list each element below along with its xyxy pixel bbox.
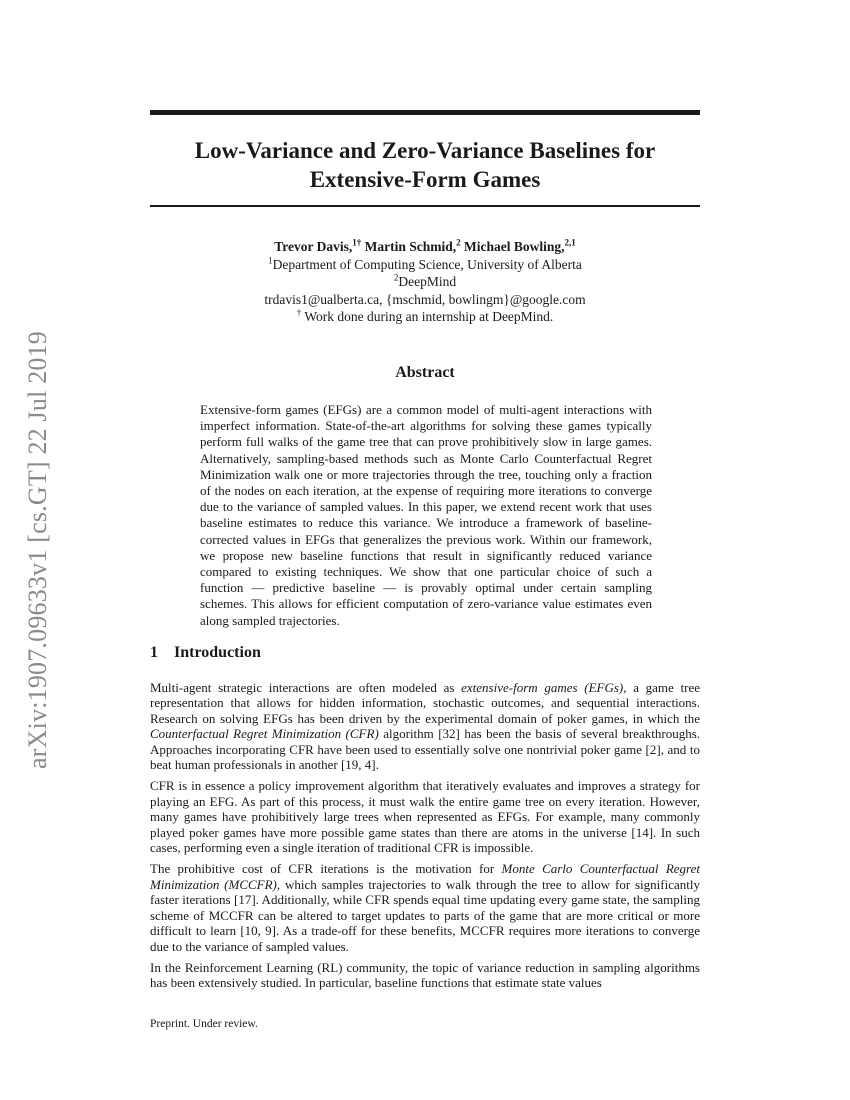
author-footnote (150, 308, 700, 326)
intro-paragraph-4: In the Reinforcement Learning (RL) community, the topic of variance reduction in sampling algorithms has been extensively studied. In particular, baseline functions that estimate state values (150, 959, 700, 991)
arxiv-identifier: arXiv:1907.09633v1 [cs.GT] 22 Jul 2019 (23, 331, 52, 769)
intro-paragraph-1 (150, 680, 700, 772)
affiliation-1-mark: 1 (268, 255, 273, 265)
intro-paragraph-2: CFR is in essence a policy improvement algorithm that iteratively evaluates and improves a strategy for playing an EFG. As part of this process, it must walk the entire game tree on every iteration. However, many games have prohibitively large trees when represented as EFGs. For example, many commonly played poker games have more possible game states than there are atoms in the universe [14]. In such cases, performing even a single iteration of traditional CFR is impossible. (150, 778, 700, 856)
author-schmid-affil: 2 (456, 237, 461, 248)
affiliation-1-text: Department of Computing Science, University of Alberta (272, 256, 582, 272)
introduction-body (150, 680, 700, 997)
abstract-text: Extensive-form games (EFGs) are a common model of multi-agent interactions with imperfect information. State-of-the-art algorithms for solving these games typically perform full walks of the game tree that can prove prohibitively slow in large games. Alternatively, sampling-based methods such as Monte Carlo Counterfactual Regret Minimization walk one or more trajectories through the tree, touching only a fraction of the nodes on each iteration, at the expense of requiring more iterations to converge due to the variance of sampled values. In this paper, we extend recent work that uses baseline estimates to reduce this variance. We introduce a framework of baseline-corrected values in EFGs that generalizes the previous work. Within our framework, we propose new baseline functions that result in significantly reduced variance compared to existing techniques. We show that one particular choice of such a function — predictive baseline — is provably optimal under certain sampling schemes. This allows for efficient computation of zero-variance value estimates even along sampled trajectories. (200, 402, 652, 628)
author-emails: trdavis1@ualberta.ca, {mschmid, bowlingm}@google.com (264, 291, 586, 307)
author-davis-affil: 1† (352, 237, 362, 248)
intro-p1-part-b: , a game tree representation that allows for hidden information, stochastic outcomes, and sequential interactions. Research on solving EFGs has been driven by the experimental domain of poker games, in which the (150, 680, 700, 726)
affiliation-2-text: DeepMind (398, 274, 457, 289)
affiliation-1 (150, 256, 700, 274)
title-line-2: Extensive-Form Games (309, 167, 541, 192)
author-block (150, 238, 700, 326)
intro-p3-part-a: The prohibitive cost of CFR iterations is the motivation for (150, 861, 502, 877)
title-top-rule (150, 110, 700, 115)
author-footnote-text: Work done during an internship at DeepMind. (301, 309, 554, 324)
section-title: Introduction (174, 644, 261, 661)
arxiv-sidebar-stamp (18, 300, 58, 800)
intro-p1-emphasis-cfr: Counterfactual Regret Minimization (CFR) (150, 726, 379, 742)
author-footnote-mark: † (296, 307, 302, 318)
intro-p1-part-c: algorithm [32] has been the basis of several breakthroughs. Approaches incorporating CFR have been used to essentially solve one nontrivial poker game [2], and to beat human professionals in another [19, 4]. (150, 726, 701, 773)
abstract-heading: Abstract (395, 364, 455, 381)
section-number: 1 (150, 644, 158, 661)
author-schmid: Martin Schmid, (361, 239, 457, 254)
title-bottom-rule (150, 205, 700, 207)
section-heading-introduction (150, 644, 261, 662)
intro-p1-emphasis-efg: extensive-form games (EFGs) (461, 680, 624, 695)
author-davis: Trevor Davis, (274, 239, 353, 254)
intro-paragraph-3 (150, 861, 700, 953)
affiliation-2 (150, 273, 700, 291)
affiliation-2-mark: 2 (393, 272, 399, 283)
intro-p3-part-b: , which samples trajectories to walk through the tree to allow for significantly faster iterations [17]. Additionally, while CFR spends equal time updating every game state, the sampling scheme of MCCFR can be altered to target updates to parts of the game that are more critical or more difficult to learn [10, 9]. As a trade-off for these benefits, MCCFR requires more iterations to converge due to the variance of sampled values. (150, 876, 700, 954)
author-names (150, 238, 700, 256)
intro-p1-part-a: Multi-agent strategic interactions are often modeled as (150, 680, 462, 695)
paper-title (150, 136, 700, 194)
author-bowling-affil: 2,1 (564, 237, 576, 248)
title-line-1: Low-Variance and Zero-Variance Baselines for (194, 138, 656, 163)
author-bowling: Michael Bowling, (460, 239, 565, 254)
intro-p3-emphasis-mccfr: Monte Carlo Counterfactual Regret Minimization (MCCFR) (150, 861, 701, 892)
preprint-footer: Preprint. Under review. (150, 1018, 258, 1030)
